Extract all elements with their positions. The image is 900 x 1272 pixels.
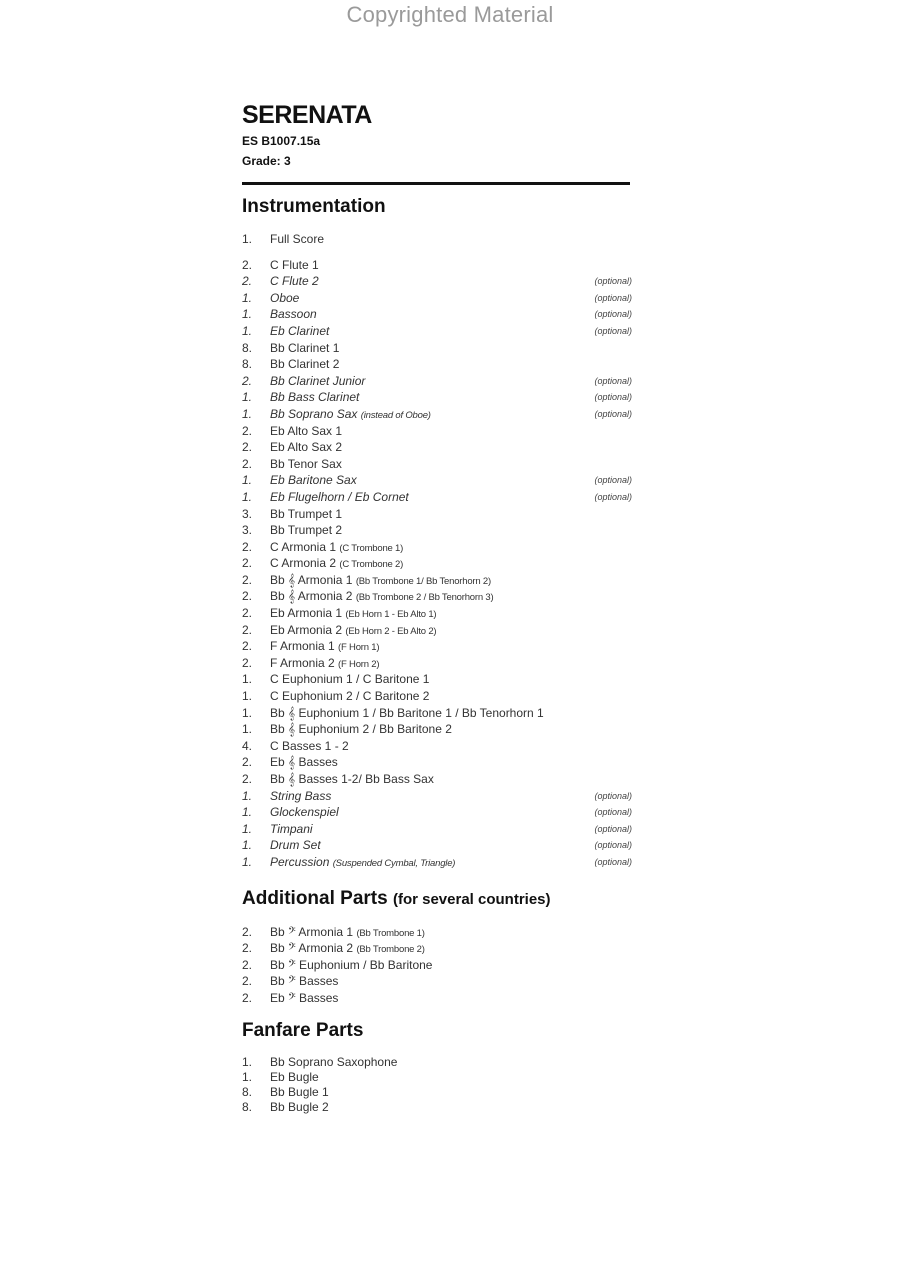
copyright-watermark: Copyrighted Material: [346, 2, 554, 27]
part-name: Bb Bugle 1: [270, 1084, 329, 1099]
part-count: 2.: [242, 639, 253, 654]
list-item: [242, 973, 632, 990]
instrumentation-items: [242, 257, 632, 871]
part-name-group: [270, 957, 432, 974]
instrumentation-heading: Instrumentation: [242, 196, 386, 217]
part-name: Bassoon: [270, 307, 317, 322]
list-item: [242, 323, 632, 340]
part-name-group: [270, 472, 357, 489]
part-name: Bb Tenor Sax: [270, 456, 342, 471]
part-name: Bb 𝄞 Basses 1-2/ Bb Bass Sax: [270, 772, 434, 786]
list-item: [242, 705, 632, 722]
part-name: Eb Alto Sax 2: [270, 440, 343, 455]
list-item: [242, 539, 632, 556]
part-name: Glockenspiel: [270, 805, 339, 820]
optional-label: (optional): [594, 292, 632, 303]
part-name: Timpani: [270, 821, 313, 836]
part-name: Eb Flugelhorn / Eb Cornet: [270, 489, 409, 504]
part-name-group: [270, 456, 342, 473]
part-count: 2.: [242, 274, 253, 289]
part-note: (Bb Trombone 1/ Bb Tenorhorn 2): [355, 575, 491, 587]
list-item: [242, 456, 632, 473]
part-count: 4.: [242, 738, 253, 753]
list-item: [242, 356, 632, 373]
grade-line: [242, 150, 632, 172]
part-count: 2.: [242, 622, 253, 637]
instrumentation-list: [242, 231, 632, 871]
part-count: 2.: [242, 990, 253, 1005]
list-item: [242, 655, 632, 672]
additional-parts-list: [242, 924, 632, 1007]
grade-value: 3: [284, 154, 291, 168]
part-name: Bb Clarinet 2: [270, 357, 340, 372]
part-count: 1.: [242, 821, 253, 836]
part-name: C Flute 2: [270, 274, 319, 289]
part-count: 2.: [242, 957, 253, 972]
list-item: [242, 231, 632, 248]
list-item: [242, 389, 632, 406]
list-item: [242, 721, 632, 738]
part-name: C Basses 1 - 2: [270, 738, 349, 753]
part-count: 2.: [242, 440, 253, 455]
part-count: 1.: [242, 473, 253, 488]
part-count: 1.: [242, 722, 253, 737]
part-count: 1.: [242, 689, 253, 704]
optional-label: (optional): [594, 790, 632, 801]
list-item: [242, 406, 632, 423]
part-count: 2.: [242, 456, 253, 471]
part-name: Bb 𝄞 Euphonium 1 / Bb Baritone 1 / Bb Tenorhorn 1: [270, 705, 544, 720]
part-name-group: [270, 506, 342, 523]
list-item: [242, 555, 632, 572]
part-name: Bb 𝄢 Armonia 2: [270, 941, 354, 956]
list-item: [242, 638, 632, 655]
list-item: [242, 1100, 632, 1115]
part-count: 2.: [242, 572, 253, 587]
optional-label: (optional): [594, 807, 632, 818]
part-count: 1.: [242, 838, 253, 853]
grade-label: Grade:: [242, 154, 281, 168]
part-note: (F Horn 2): [338, 658, 380, 670]
optional-label: (optional): [594, 823, 632, 834]
instrumentation-page: [242, 100, 632, 1115]
part-name-group: [270, 721, 452, 738]
part-count: 1.: [242, 854, 253, 869]
part-count: 8.: [242, 340, 253, 355]
optional-label: (optional): [594, 325, 632, 336]
part-name: Bb Bugle 2: [270, 1099, 329, 1114]
list-item: [242, 821, 632, 838]
part-name-group: [270, 323, 329, 340]
part-name: Eb Baritone Sax: [270, 473, 357, 488]
list-item: [242, 340, 632, 357]
part-name-group: [270, 754, 338, 771]
part-name: C Armonia 1: [270, 539, 337, 554]
part-count: 2.: [242, 974, 253, 989]
part-name: Eb 𝄢 Basses: [270, 990, 339, 1005]
part-name-group: [270, 522, 342, 539]
part-count: 1.: [242, 232, 253, 246]
part-name-group: [270, 738, 349, 755]
optional-label: (optional): [594, 491, 632, 502]
part-name: Bb Bass Clarinet: [270, 390, 360, 405]
part-note: (Eb Horn 1 - Eb Alto 1): [345, 609, 437, 621]
part-name-group: [270, 489, 409, 506]
part-name-group: [270, 821, 313, 838]
part-note: (C Trombone 1): [339, 542, 404, 554]
part-name-group: [270, 389, 359, 406]
part-name-group: [270, 854, 455, 873]
part-name-group: [270, 771, 434, 788]
part-name: F Armonia 1: [270, 639, 335, 654]
fanfare-parts-list: [242, 1055, 632, 1115]
part-name: Bb Trumpet 1: [270, 506, 343, 521]
optional-label: (optional): [594, 392, 632, 403]
part-note: (instead of Oboe): [360, 409, 431, 421]
additional-parts-heading: [242, 887, 632, 912]
optional-label: (optional): [594, 408, 632, 419]
part-name-group: [270, 340, 339, 357]
list-item: [242, 439, 632, 456]
optional-label: (optional): [594, 309, 632, 320]
part-name-group: [270, 290, 299, 307]
part-count: 8.: [242, 1099, 253, 1114]
part-count: 1.: [242, 1054, 253, 1069]
list-item: [242, 754, 632, 771]
part-note: (Suspended Cymbal, Triangle): [332, 857, 456, 869]
part-count: 2.: [242, 941, 253, 956]
part-name: C Euphonium 1 / C Baritone 1: [270, 672, 430, 687]
list-item: [242, 671, 632, 688]
part-name: Bb 𝄞 Armonia 1: [270, 572, 353, 587]
part-name: Oboe: [270, 290, 300, 305]
optional-label: (optional): [594, 276, 632, 287]
list-item: [242, 373, 632, 390]
part-count: 1.: [242, 290, 253, 305]
part-count: 2.: [242, 373, 253, 388]
part-name: Bb 𝄞 Armonia 2: [270, 589, 353, 604]
part-name: Drum Set: [270, 838, 321, 853]
part-name: Bb Soprano Saxophone: [270, 1054, 398, 1069]
part-count: 2.: [242, 924, 253, 939]
list-item: [242, 622, 632, 639]
list-item: [242, 1055, 632, 1070]
part-count: 2.: [242, 539, 253, 554]
part-name-group: [270, 804, 339, 821]
part-name-group: [270, 356, 339, 373]
part-name: Full Score: [270, 232, 325, 246]
part-name-group: [270, 688, 429, 705]
part-name: String Bass: [270, 788, 332, 803]
list-item: [242, 1070, 632, 1085]
part-name-group: [270, 1100, 329, 1115]
additional-parts-title: Additional Parts: [242, 887, 388, 909]
part-name: Bb Clarinet Junior: [270, 373, 366, 388]
optional-label: (optional): [594, 856, 632, 867]
list-item: [242, 837, 632, 854]
part-name: Eb 𝄞 Basses: [270, 755, 338, 770]
part-count: 1.: [242, 406, 253, 421]
part-name: Bb 𝄢 Armonia 1: [270, 924, 354, 939]
list-item: [242, 306, 632, 323]
list-item: [242, 957, 632, 974]
part-count: 2.: [242, 257, 253, 272]
list-item: [242, 688, 632, 705]
list-item: [242, 257, 632, 274]
list-item: [242, 771, 632, 788]
list-item: [242, 522, 632, 539]
part-note: (C Trombone 2): [339, 559, 404, 571]
part-count: 2.: [242, 755, 253, 770]
part-count: 2.: [242, 655, 253, 670]
part-name-group: [270, 837, 321, 854]
part-name: C Euphonium 2 / C Baritone 2: [270, 689, 430, 704]
part-name: Bb 𝄞 Euphonium 2 / Bb Baritone 2: [270, 722, 452, 737]
list-item: [242, 423, 632, 440]
list-item: [242, 804, 632, 821]
list-item: [242, 788, 632, 805]
part-name: Bb Soprano Sax: [270, 406, 358, 421]
part-name: Percussion: [270, 854, 330, 869]
part-name-group: [270, 306, 317, 323]
catalog-code: ES B1007.15a: [242, 134, 321, 148]
part-name-group: [270, 1070, 319, 1085]
list-item: [242, 588, 632, 605]
list-item: [242, 290, 632, 307]
part-name: Bb Clarinet 1: [270, 340, 340, 355]
part-name-group: [270, 990, 338, 1007]
part-count: 1.: [242, 1069, 253, 1084]
part-name: Eb Alto Sax 1: [270, 423, 343, 438]
part-count: 2.: [242, 423, 253, 438]
part-name-group: [270, 273, 319, 290]
part-count: 1.: [242, 788, 253, 803]
part-note: (Eb Horn 2 - Eb Alto 2): [345, 625, 437, 637]
optional-label: (optional): [594, 375, 632, 386]
part-name-group: [270, 671, 429, 688]
part-name-group: [270, 1055, 397, 1070]
part-name-group: [270, 257, 319, 274]
additional-parts-subtitle: (for several countries): [392, 890, 551, 908]
part-count: 1.: [242, 323, 253, 338]
list-item: [242, 854, 632, 871]
part-count: 8.: [242, 357, 253, 372]
list-item: [242, 924, 632, 941]
list-item: [242, 940, 632, 957]
part-name: Bb 𝄢 Basses: [270, 974, 339, 989]
part-name-group: [270, 705, 544, 722]
part-note: (F Horn 1): [338, 642, 380, 654]
list-item: [242, 489, 632, 506]
part-name-group: [270, 1085, 329, 1100]
optional-label: (optional): [594, 840, 632, 851]
part-count: 1.: [242, 307, 253, 322]
part-count: 3.: [242, 506, 253, 521]
part-count: 2.: [242, 556, 253, 571]
part-name: Eb Bugle: [270, 1069, 319, 1084]
part-name: Eb Armonia 2: [270, 622, 343, 637]
part-count: 2.: [242, 589, 253, 604]
part-name-group: [270, 373, 365, 390]
list-item: [242, 273, 632, 290]
title-divider: [242, 182, 630, 185]
part-name: Bb 𝄢 Euphonium / Bb Baritone: [270, 957, 433, 972]
part-name-group: [270, 423, 342, 440]
part-name: C Armonia 2: [270, 556, 337, 571]
optional-label: (optional): [594, 475, 632, 486]
part-count: 2.: [242, 772, 253, 786]
part-count: 3.: [242, 523, 253, 538]
part-count: 1.: [242, 672, 253, 687]
part-name: F Armonia 2: [270, 655, 335, 670]
part-count: 2.: [242, 606, 253, 621]
part-name: Bb Trumpet 2: [270, 523, 343, 538]
part-count: 1.: [242, 390, 253, 405]
part-name-group: [270, 973, 338, 990]
part-name-group: [270, 788, 331, 805]
fanfare-parts-heading: Fanfare Parts: [242, 1019, 364, 1041]
list-item: [242, 472, 632, 489]
list-item: [242, 605, 632, 622]
list-gap: [242, 248, 632, 257]
list-item: [242, 572, 632, 589]
part-name-group: [270, 439, 342, 456]
list-item: [242, 990, 632, 1007]
list-item: [242, 506, 632, 523]
part-name: C Flute 1: [270, 257, 319, 272]
part-note: (Bb Trombone 1): [356, 927, 425, 939]
part-count: 8.: [242, 1084, 253, 1099]
part-name: Eb Clarinet: [270, 323, 330, 338]
list-item: [242, 1085, 632, 1100]
part-count: 1.: [242, 489, 253, 504]
list-item: [242, 738, 632, 755]
part-count: 1.: [242, 705, 253, 720]
piece-title: SERENATA: [242, 101, 372, 129]
part-name: Eb Armonia 1: [270, 606, 343, 621]
part-note: (Bb Trombone 2): [356, 944, 425, 956]
part-count: 1.: [242, 805, 253, 820]
part-note: (Bb Trombone 2 / Bb Tenorhorn 3): [355, 592, 494, 604]
